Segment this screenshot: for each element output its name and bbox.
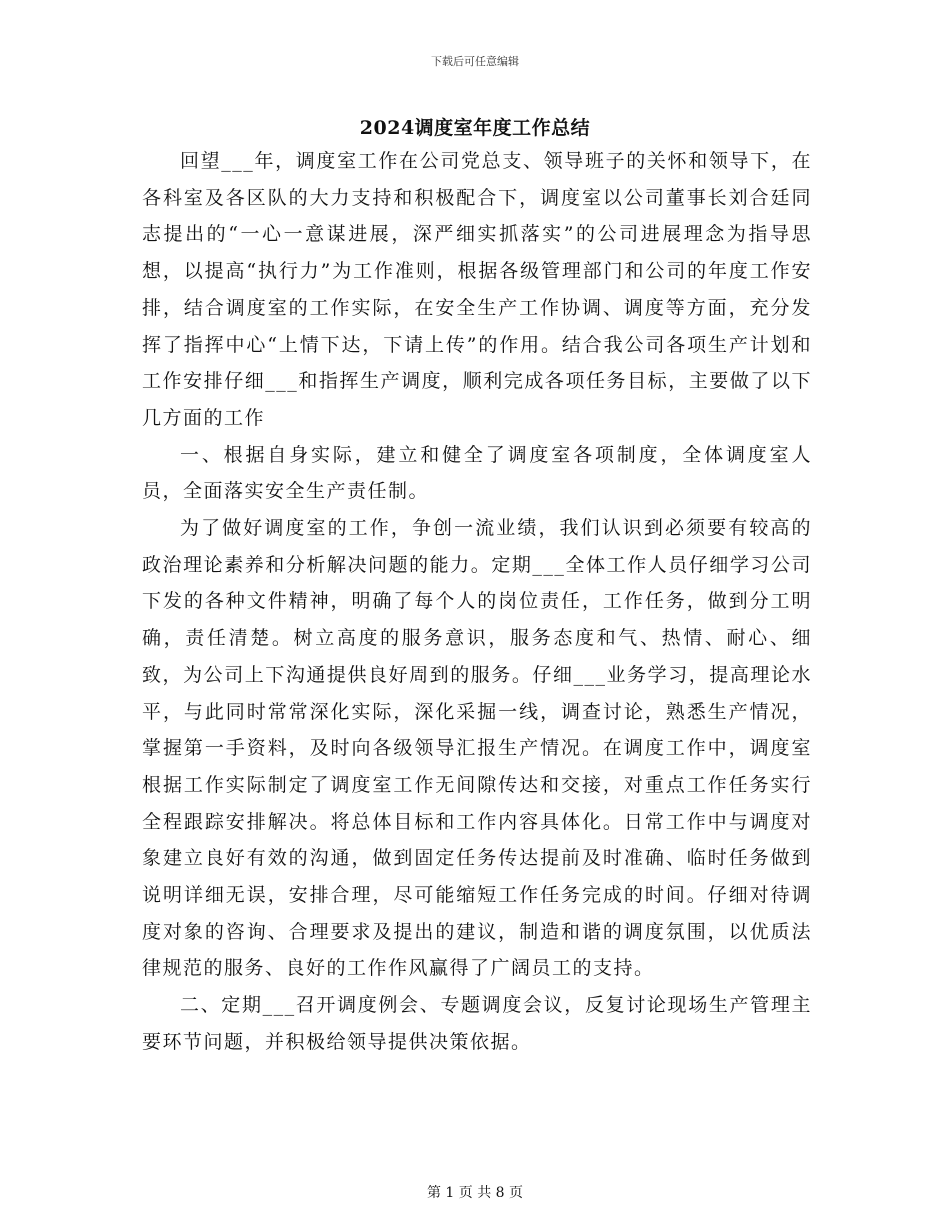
paragraph-section-one-detail: 为了做好调度室的工作，争创一流业绩，我们认识到必须要有较高的政治理论素养和分析解决问题的能力。定期___全体工作人员仔细学习公司下发的各种文件精神，明确了每个人的岗位责任，工作任务，做到分工明确，责任清楚。树立高度的服务意识，服务态度和气、热情、耐心、细致，为公司上下沟通提供良好周到的服务。仔细___业务学习，提高理论水平，与此同时常常深化实际，深化采掘一线，调查讨论，熟悉生产情况，掌握第一手资料，及时向各级领导汇报生产情况。在调度工作中，调度室根据工作实际制定了调度室工作无间隙传达和交接，对重点工作任务实行全程跟踪安排解决。将总体目标和工作内容具体化。日常工作中与调度对象建立良好有效的沟通，做到固定任务传达提前及时准确、临时任务做到说明详细无误，安排合理，尽可能缩短工作任务完成的时间。仔细对待调度对象的咨询、合理要求及提出的建议，制造和谐的调度氛围，以优质法律规范的服务、良好的工作作风赢得了广阔员工的支持。	[142, 517, 812, 980]
page-number: 第 1 页 共 8 页	[426, 1185, 524, 1201]
header-note: 下载后可任意编辑	[431, 55, 519, 68]
paragraph-section-two: 二、定期___召开调度例会、专题调度会议，反复讨论现场生产管理主要环节问题，并积极给领导提供决策依据。	[142, 994, 812, 1053]
document-title: 2024调度室年度工作总结	[359, 117, 591, 139]
paragraph-section-one: 一、根据自身实际，建立和健全了调度室各项制度，全体调度室人员，全面落实安全生产责任制。	[142, 443, 812, 503]
document-body	[142, 143, 812, 1061]
paragraph-intro: 回望___年，调度室工作在公司党总支、领导班子的关怀和领导下，在各科室及各区队的大力支持和积极配合下，调度室以公司董事长刘合廷同志提出的“一心一意谋进展，深严细实抓落实”的公司进展理念为指导思想，以提高“执行力”为工作准则，根据各级管理部门和公司的年度工作安排，结合调度室的工作实际，在安全生产工作协调、调度等方面，充分发挥了指挥中心“上情下达，下请上传”的作用。结合我公司各项生产计划和工作安排仔细___和指挥生产调度，顺利完成各项任务目标，主要做了以下几方面的工作	[142, 150, 812, 429]
